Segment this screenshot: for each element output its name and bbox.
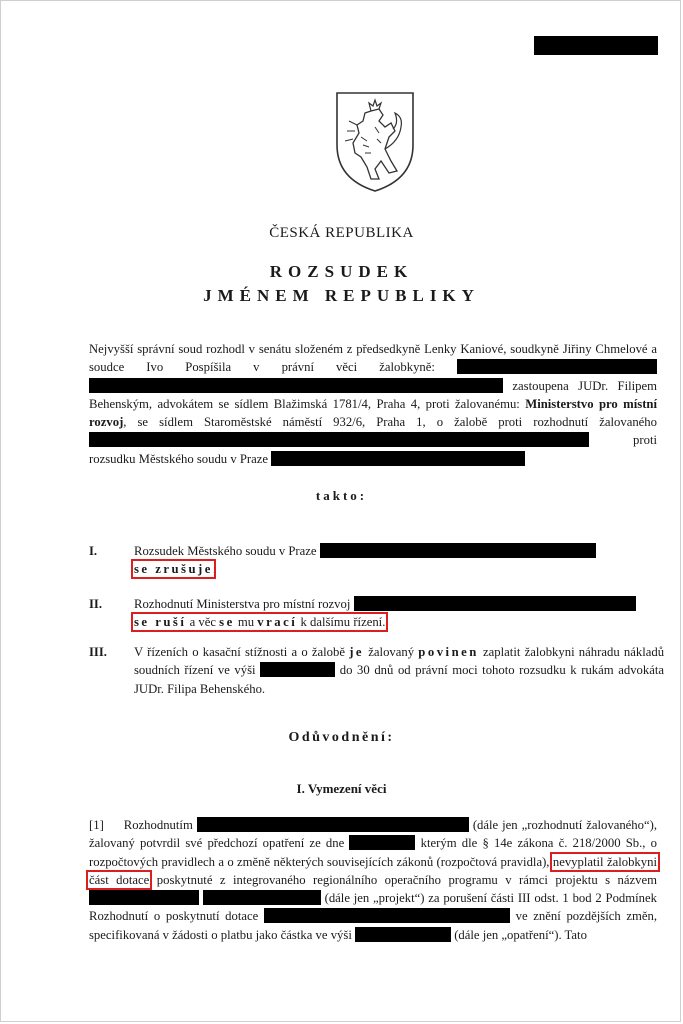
decision-word: takto: [315,488,368,503]
redaction-bar [349,835,415,850]
reasoning-paragraph-1 [89,816,657,944]
paragraph-text: ve znění pozdějších změn, specifikovaná v žádosti o platbu jako částka ve výši [89,909,658,942]
item-text: Rozhodnutí Ministerstva pro místní rozvoj [134,597,351,611]
redaction-bar [89,432,589,447]
item-text: do 30 dnů od právní moci tohoto rozsudku k rukám advokáta JUDr. Filipa Behenského. [134,663,665,696]
paragraph-text: (dále jen „rozhodnutí žalovaného“), žalovaný potvrdil své předchozí opatření ze dne [89,818,658,851]
redaction-bar [203,890,321,905]
redaction-bar [264,908,510,923]
paragraph-text: kterým dle § 14e zákona č. 218/2000 Sb., o rozpočtových pravidlech a o změně některých souvisejících zákonů (rozpočtová pravidla), [89,836,658,869]
ruling-word: a věc [189,615,216,630]
intro-paragraph [89,340,657,468]
ministry-name: Ministerstvo pro místní rozvoj [89,396,657,430]
intro-text-4: proti rozsudku Městského soudu v Praze [89,433,657,466]
redaction-bar [355,927,451,942]
ruling-word: se ruší [134,615,187,630]
document-subtitle: JMÉNEM REPUBLIKY [203,286,480,305]
intro-text-2: zastoupena JUDr. Filipem Behenským, advokátem se sídlem Blažimská 1781/4, Praha 4, proti žalovanému: [89,378,658,411]
document-title: ROZSUDEK [269,262,414,281]
item-text: zaplatit žalobkyni náhradu nákladů soudních řízení ve výši [134,645,665,678]
redaction-bar [89,890,199,905]
item-number: I. [89,544,98,558]
paragraph-text: (dále jen „opatření“). Tato [454,927,587,942]
country-name: ČESKÁ REPUBLIKA [269,225,414,241]
redaction-bar [271,451,525,466]
redaction-bar [354,596,636,611]
redaction-bar [534,36,658,55]
ruling-word: k dalšímu řízení. [300,615,386,630]
item-text: povinen [418,645,479,659]
reasoning-heading: Odůvodnění: [288,730,395,745]
intro-text-3: , se sídlem Staroměstské náměstí 932/6, Praha 1, o žalobě proti rozhodnutí žalovaného [123,415,657,430]
highlighted-ruling: se zrušuje [134,562,213,577]
section-heading: I. Vymezení věci [296,781,387,796]
paragraph-text: poskytnuté z integrovaného regionálního operačního programu v rámci projektu s názvem [156,872,657,887]
item-number: III. [89,645,107,659]
highlighted-text: nevyplatil žalobkyni část dotace [89,854,657,887]
ruling-word: mu [237,615,255,630]
redaction-bar [89,378,503,393]
intro-text-1: Nejvyšší správní soud rozhodl v senátu složeném z předsedkyně Lenky Kaniové, soudkyně Jiřiny Chmelové a soudce Ivo Pospíšila v právní věci žalobkyně: [89,342,657,375]
paragraph-text: (dále jen „projekt“) za porušení části III odst. 1 bod 2 Podmínek Rozhodnutí o poskytnutí dotace [89,891,657,924]
item-text: Rozsudek Městského soudu v Praze [134,544,317,558]
redaction-bar [197,817,469,832]
redaction-bar [260,662,335,677]
ruling-word: se [219,615,235,630]
item-text: je [349,645,365,659]
item-number: II. [89,597,103,611]
paragraph-text: Rozhodnutím [123,818,193,832]
coat-of-arms-icon [331,87,419,195]
ruling-word: vrací [257,615,298,630]
paragraph-number: [1] [89,818,104,832]
redaction-bar [320,543,596,558]
item-text: V řízeních o kasační stížnosti a o žalobě [134,645,345,659]
redaction-bar [457,359,657,374]
item-text: žalovaný [368,645,415,659]
highlighted-ruling [134,615,385,629]
